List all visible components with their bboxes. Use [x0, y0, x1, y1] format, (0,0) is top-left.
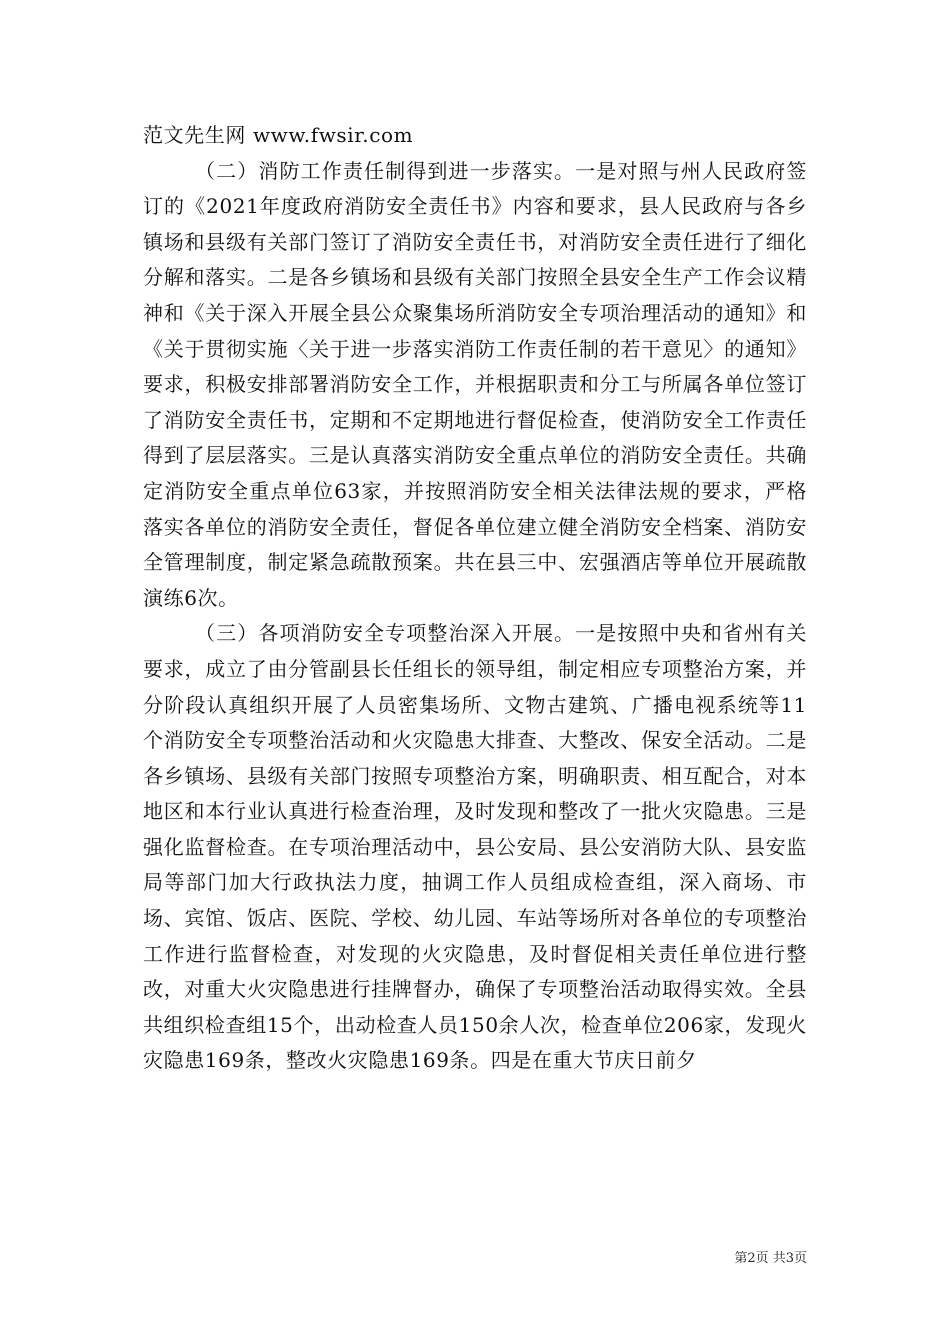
paragraph-special-rectification: （三）各项消防安全专项整治深入开展。一是按照中央和省州有关要求，成立了由分管副县长任组长的领导组，制定相应专项整治方案，并分阶段认真组织开展了人员密集场所、文物古建筑、广播电视系统等11个消防安全专项整治活动和火灾隐患大排查、大整改、保安全活动。二是各乡镇场、县级有关部门按照专项整治方案，明确职责、相互配合，对本地区和本行业认真进行检查治理，及时发现和整改了一批火灾隐患。三是强化监督检查。在专项治理活动中，县公安局、县公安消防大队、县安监局等部门加大行政执法力度，抽调工作人员组成检查组，深入商场、市场、宾馆、饭店、医院、学校、幼儿园、车站等场所对各单位的专项整治工作进行监督检查，对发现的火灾隐患，及时督促相关责任单位进行整改，对重大火灾隐患进行挂牌督办，确保了专项整治活动取得实效。全县共组织检查组15个，出动检查人员150余人次，检查单位206家，发现火灾隐患169条，整改火灾隐患169条。四是在重大节庆日前夕: [143, 621, 807, 1073]
header-line: 范文先生网 www.fwsir.com: [143, 123, 414, 147]
document-body: [143, 118, 807, 1079]
page-indicator: 第2页 共3页: [734, 1251, 807, 1266]
paragraph-responsibility: （二）消防工作责任制得到进一步落实。一是对照与州人民政府签订的《2021年度政府消防安全责任书》内容和要求，县人民政府与各乡镇场和县级有关部门签订了消防安全责任书，对消防安全责任进行了细化分解和落实。二是各乡镇场和县级有关部门按照全县安全生产工作会议精神和《关于深入开展全县公众聚集场所消防安全专项治理活动的通知》和《关于贯彻实施〈关于进一步落实消防工作责任制的若干意见〉的通知》要求，积极安排部署消防安全工作，并根据职责和分工与所属各单位签订了消防安全责任书，定期和不定期地进行督促检查，使消防安全工作责任得到了层层落实。三是认真落实消防安全重点单位的消防安全责任。共确定消防安全重点单位63家，并按照消防安全相关法律法规的要求，严格落实各单位的消防安全责任，督促各单位建立健全消防安全档案、消防安全管理制度，制定紧急疏散预案。共在县三中、宏强酒店等单位开展疏散演练6次。: [143, 158, 807, 610]
